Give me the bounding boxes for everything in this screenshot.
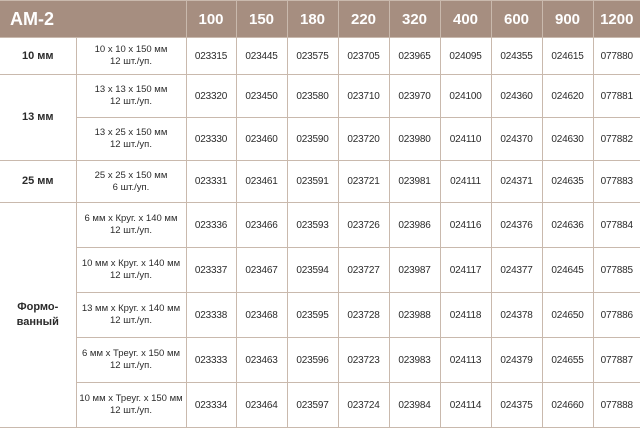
product-code: 024100 [440, 75, 491, 118]
item-description [76, 203, 186, 248]
product-code: 023593 [287, 203, 338, 248]
product-code: 023727 [338, 248, 389, 293]
table-row [0, 118, 640, 161]
group-label-line: ванный [16, 316, 59, 328]
product-code: 024360 [491, 75, 542, 118]
item-description [76, 161, 186, 203]
group-label-10mm: 10 мм [0, 38, 76, 75]
item-description [76, 38, 186, 75]
product-code: 077883 [593, 161, 640, 203]
product-code: 023336 [186, 203, 236, 248]
package-line: 12 шт./уп. [110, 139, 152, 150]
product-code: 023464 [236, 383, 287, 428]
table-row [0, 383, 640, 428]
product-code: 023467 [236, 248, 287, 293]
table-title: АМ-2 [0, 1, 186, 38]
product-code: 077882 [593, 118, 640, 161]
product-code: 023705 [338, 38, 389, 75]
package-line: 12 шт./уп. [110, 56, 152, 67]
size-header: 400 [440, 1, 491, 38]
product-code: 077887 [593, 338, 640, 383]
size-header: 150 [236, 1, 287, 38]
description-line: 25 х 25 х 150 мм [94, 169, 168, 181]
product-code: 023986 [389, 203, 440, 248]
product-code: 023597 [287, 383, 338, 428]
item-description [76, 75, 186, 118]
size-header: 1200 [593, 1, 640, 38]
product-code: 024114 [440, 383, 491, 428]
item-description [76, 338, 186, 383]
group-label-line: Формо- [17, 301, 59, 313]
product-code: 024370 [491, 118, 542, 161]
product-code: 023591 [287, 161, 338, 203]
item-description [76, 383, 186, 428]
product-code: 023723 [338, 338, 389, 383]
product-code: 023594 [287, 248, 338, 293]
product-code: 023710 [338, 75, 389, 118]
product-code: 023965 [389, 38, 440, 75]
product-code: 023466 [236, 203, 287, 248]
description-line: 10 мм х Круг. х 140 мм [81, 258, 181, 269]
package-line: 6 шт./уп. [112, 181, 150, 193]
item-description [76, 248, 186, 293]
item-description [76, 118, 186, 161]
group-label-shaped [0, 203, 76, 428]
product-code: 024117 [440, 248, 491, 293]
description-line: 10 мм х Треуг. х 150 мм [79, 393, 183, 404]
product-code: 023720 [338, 118, 389, 161]
product-code: 024116 [440, 203, 491, 248]
product-code: 023970 [389, 75, 440, 118]
product-code: 023988 [389, 293, 440, 338]
product-code: 024111 [440, 161, 491, 203]
product-code: 023463 [236, 338, 287, 383]
description-line: 6 мм х Круг. х 140 мм [84, 213, 178, 224]
group-label-13mm: 13 мм [0, 75, 76, 161]
table-row [0, 338, 640, 383]
size-header: 320 [389, 1, 440, 38]
table-row [0, 203, 640, 248]
product-code: 023728 [338, 293, 389, 338]
table-row [0, 161, 640, 203]
product-code: 077888 [593, 383, 640, 428]
description-line: 13 х 13 х 150 мм [94, 84, 168, 95]
product-code: 023726 [338, 203, 389, 248]
product-code: 023980 [389, 118, 440, 161]
product-code: 024113 [440, 338, 491, 383]
product-code: 023468 [236, 293, 287, 338]
size-header: 220 [338, 1, 389, 38]
table-row [0, 293, 640, 338]
package-line: 12 шт./уп. [110, 225, 152, 236]
description-line: 13 мм х Круг. х 140 мм [81, 303, 181, 314]
product-code: 023981 [389, 161, 440, 203]
product-code: 023333 [186, 338, 236, 383]
package-line: 12 шт./уп. [110, 96, 152, 107]
product-code: 023983 [389, 338, 440, 383]
product-code: 023450 [236, 75, 287, 118]
product-code: 023590 [287, 118, 338, 161]
package-line: 12 шт./уп. [110, 405, 152, 416]
product-code: 024655 [542, 338, 593, 383]
product-code: 024376 [491, 203, 542, 248]
table-row [0, 38, 640, 75]
product-code: 024645 [542, 248, 593, 293]
product-code: 024375 [491, 383, 542, 428]
product-code: 023330 [186, 118, 236, 161]
item-description [76, 293, 186, 338]
product-code: 024615 [542, 38, 593, 75]
product-code: 023334 [186, 383, 236, 428]
product-code: 024630 [542, 118, 593, 161]
product-code: 023460 [236, 118, 287, 161]
group-label-25mm: 25 мм [0, 161, 76, 203]
product-code: 024371 [491, 161, 542, 203]
product-code: 023984 [389, 383, 440, 428]
product-code: 024636 [542, 203, 593, 248]
product-code: 024635 [542, 161, 593, 203]
size-header: 180 [287, 1, 338, 38]
product-code: 024377 [491, 248, 542, 293]
description-line: 6 мм х Треуг. х 150 мм [81, 348, 181, 359]
product-code: 077881 [593, 75, 640, 118]
product-code: 023320 [186, 75, 236, 118]
product-code: 024355 [491, 38, 542, 75]
product-code: 023580 [287, 75, 338, 118]
size-header: 600 [491, 1, 542, 38]
product-code: 023445 [236, 38, 287, 75]
product-code: 024650 [542, 293, 593, 338]
product-code: 077880 [593, 38, 640, 75]
package-line: 12 шт./уп. [110, 360, 152, 371]
product-code: 023721 [338, 161, 389, 203]
product-code: 077885 [593, 248, 640, 293]
product-code: 024660 [542, 383, 593, 428]
table-row [0, 75, 640, 118]
product-code: 023575 [287, 38, 338, 75]
size-header: 100 [186, 1, 236, 38]
package-line: 12 шт./уп. [110, 315, 152, 326]
description-line: 10 х 10 х 150 мм [94, 44, 168, 55]
package-line: 12 шт./уп. [110, 270, 152, 281]
header-row [0, 1, 640, 38]
product-code: 077886 [593, 293, 640, 338]
product-code: 023315 [186, 38, 236, 75]
product-code: 077884 [593, 203, 640, 248]
product-code: 023461 [236, 161, 287, 203]
product-code: 023331 [186, 161, 236, 203]
product-code: 023596 [287, 338, 338, 383]
product-code: 024379 [491, 338, 542, 383]
size-header: 900 [542, 1, 593, 38]
product-code: 024095 [440, 38, 491, 75]
description-line: 13 х 25 х 150 мм [94, 127, 168, 138]
product-code: 023338 [186, 293, 236, 338]
product-code: 024110 [440, 118, 491, 161]
product-code: 023987 [389, 248, 440, 293]
product-code: 023724 [338, 383, 389, 428]
product-code: 024378 [491, 293, 542, 338]
table-row [0, 248, 640, 293]
product-code: 023337 [186, 248, 236, 293]
product-code: 024620 [542, 75, 593, 118]
product-code: 023595 [287, 293, 338, 338]
product-code: 024118 [440, 293, 491, 338]
